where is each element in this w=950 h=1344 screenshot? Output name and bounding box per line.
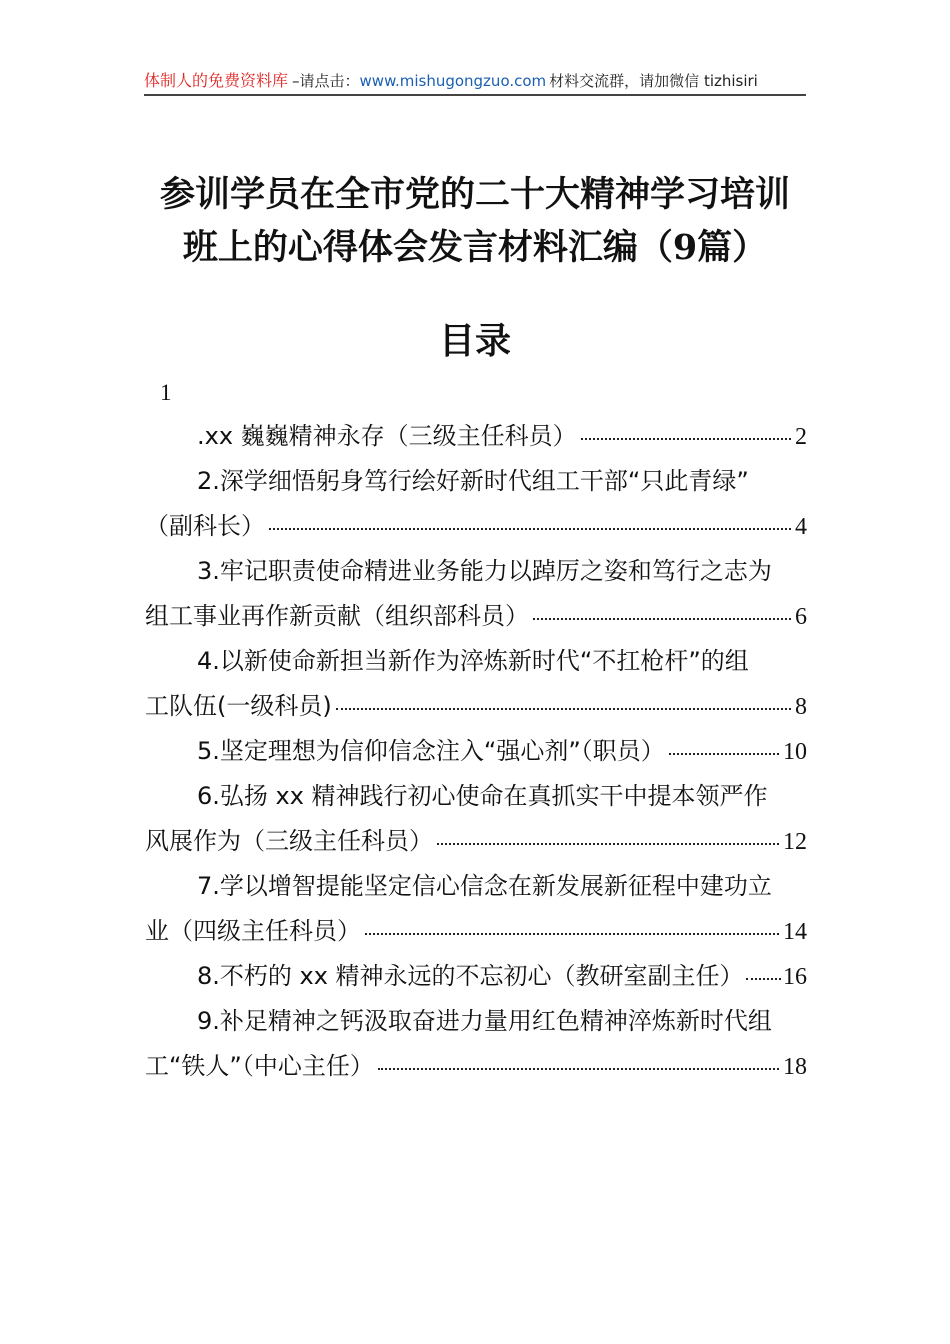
toc-entry[interactable] <box>145 459 807 549</box>
dot-leader <box>437 843 779 845</box>
toc-entry-title-cont: （副科长） <box>145 512 265 540</box>
toc-entry-page: 4 <box>795 514 807 540</box>
toc-entry-page: 10 <box>783 739 807 765</box>
toc-entry[interactable] <box>145 414 807 459</box>
toc-entry-page: 18 <box>783 1054 807 1080</box>
toc-entry-title: 3.牢记职责使命精进业务能力以踔厉之姿和笃行之志为 <box>197 557 772 585</box>
dot-leader <box>533 618 791 620</box>
toc-entry-page: 14 <box>783 919 807 945</box>
toc-entry-page: 16 <box>783 964 807 990</box>
toc-entry-title: 2.深学细悟躬身笃行绘好新时代组工干部“只此青绿” <box>197 467 749 495</box>
toc-entry[interactable] <box>145 999 807 1089</box>
dot-leader <box>336 708 791 710</box>
header-brand: 体制人的免费资料库 <box>144 71 289 90</box>
toc-entry-title: 9.补足精神之钙汲取奋进力量用红色精神淬炼新时代组 <box>197 1007 772 1035</box>
toc-entry[interactable] <box>145 774 807 864</box>
title-line-1: 参训学员在全市党的二十大精神学习培训 <box>159 174 790 215</box>
dot-leader <box>746 978 781 980</box>
toc-entry-title-cont: 组工事业再作新贡献（组织部科员） <box>145 602 529 630</box>
toc-entry-page: 2 <box>795 424 807 450</box>
toc-entry-title-cont: 工队伍(一级科员) <box>145 692 332 720</box>
toc-entry-title: 4.以新使命新担当新作为淬炼新时代“不扛枪杆”的组 <box>197 647 749 675</box>
dot-leader <box>269 528 791 530</box>
header-url-link[interactable]: www.mishugongzuo.com <box>359 72 547 90</box>
dot-leader <box>581 438 791 440</box>
title-line-2: 班上的心得体会发言材料汇编（9篇） <box>182 227 768 268</box>
dot-leader <box>365 933 779 935</box>
toc-entry-title: 8.不朽的 xx 精神永远的不忘初心（教研室副主任） <box>197 962 744 990</box>
toc-entry-page: 6 <box>795 604 807 630</box>
header-contact: 材料交流群，请加微信 tizhisiri <box>549 72 758 90</box>
header-prompt: –请点击： <box>292 72 360 90</box>
toc-entry[interactable] <box>145 864 807 954</box>
table-of-contents <box>145 414 807 1089</box>
dot-leader <box>669 753 779 755</box>
toc-heading: 目录 <box>438 320 511 362</box>
toc-entry[interactable] <box>145 549 807 639</box>
toc-entry-title: 7.学以增智提能坚定信心信念在新发展新征程中建功立 <box>197 872 772 900</box>
toc-entry[interactable] <box>145 954 807 999</box>
toc-entry-title: .xx 巍巍精神永存（三级主任科员） <box>197 422 577 450</box>
document-title <box>150 168 800 274</box>
toc-entry-title-cont: 业（四级主任科员） <box>145 917 361 945</box>
toc-entry-page: 12 <box>783 829 807 855</box>
dot-leader <box>378 1068 779 1070</box>
toc-entry-title: 5.坚定理想为信仰信念注入“强心剂”（职员） <box>197 737 665 765</box>
toc-entry-title-cont: 工“铁人”（中心主任） <box>145 1052 374 1080</box>
toc-entry-page: 8 <box>795 694 807 720</box>
toc-entry-title-cont: 风展作为（三级主任科员） <box>145 827 433 855</box>
toc-entry[interactable] <box>145 729 807 774</box>
toc-entry[interactable] <box>145 639 807 729</box>
watermark-header <box>144 68 806 96</box>
toc-stray-number: 1 <box>160 380 172 405</box>
toc-entry-title: 6.弘扬 xx 精神践行初心使命在真抓实干中提本领严作 <box>197 782 768 810</box>
